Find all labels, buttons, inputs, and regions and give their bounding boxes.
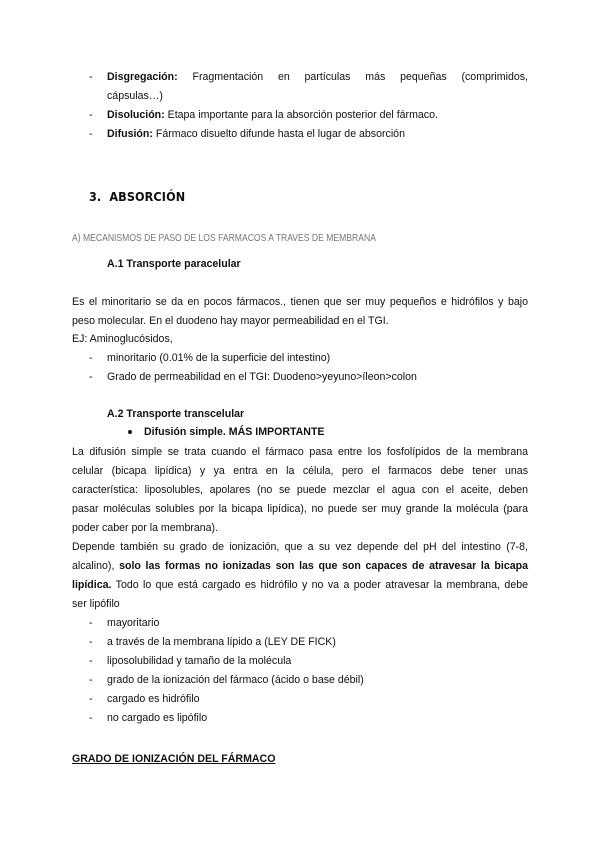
para2-normal: Todo lo que está cargado es hidrófilo y no va a poder atravesar la membrana, debe — [111, 579, 528, 591]
a2-list-item: a través de la membrana lípido a (LEY DE FICK) — [107, 636, 336, 648]
a1-title: A.1 Transporte paracelular — [107, 258, 241, 270]
list-dash: - — [89, 617, 93, 629]
section-heading — [89, 189, 185, 204]
section-title: ABSORCIÓN — [109, 189, 186, 204]
a2-para2-line2 — [72, 560, 528, 573]
list-dash: - — [89, 636, 93, 648]
a2-list-item: cargado es hidrófilo — [107, 693, 200, 705]
a2-para-line: característica: liposolubles, apolares (no se puede mezclar el agua con el aceite, deben — [72, 484, 528, 496]
a1-para-line: Es el minoritario se da en pocos fármacos., tienen que ser muy pequeños e hidrófilos y bajo — [72, 296, 528, 308]
a2-para-line: pasar moléculas solubles por la bicapa lipídica), no puede ser muy grande la molécula (para — [72, 503, 528, 515]
disgregacion-text: Fragmentación en partículas más pequeñas (comprimidos, — [192, 71, 528, 83]
disgregacion-term: Disgregación: — [107, 71, 178, 83]
a2-para2-line1: Depende también su grado de ionización, que a su vez depende del pH del intestino (7-8, — [72, 541, 528, 553]
a1-example: EJ: Aminoglucósidos, — [72, 333, 173, 345]
difusion-item — [107, 128, 405, 141]
list-dash: - — [89, 712, 93, 724]
section-number: 3. — [89, 189, 102, 204]
a2-para-line: La difusión simple se trata cuando el fármaco pasa entre los fosfolípidos de la membrana — [72, 446, 528, 458]
list-dash: - — [89, 352, 93, 364]
list-dash: - — [89, 371, 93, 383]
list-dash: - — [89, 674, 93, 686]
list-dash: - — [89, 655, 93, 667]
bullet-dot — [128, 430, 132, 434]
a2-list-item: no cargado es lipófilo — [107, 712, 208, 724]
list-dash: - — [89, 109, 93, 121]
grado-ionizacion-heading: GRADO DE IONIZACIÓN DEL FÁRMACO — [72, 753, 276, 765]
a2-list-item: liposolubilidad y tamaño de la molécula — [107, 655, 292, 667]
a1-list-item: minoritario (0.01% de la superficie del intestino) — [107, 352, 331, 364]
a2-para2-line4: ser lipófilo — [72, 598, 120, 610]
difusion-term: Difusión: — [107, 128, 153, 140]
para2-bold: solo las formas no ionizadas son las que son capaces de atravesar la bicapa — [119, 560, 528, 572]
subsection-a-heading: A) MECANISMOS DE PASO DE LOS FARMACOS A TRAVES DE MEMBRANA — [72, 233, 376, 244]
list-dash: - — [89, 128, 93, 140]
difusion-text: Fármaco disuelto difunde hasta el lugar de absorción — [155, 128, 405, 140]
disolucion-item — [107, 109, 438, 122]
a2-para2-line3 — [72, 579, 528, 592]
list-dash: - — [89, 693, 93, 705]
a2-list-item: mayoritario — [107, 617, 160, 629]
a2-list-item: grado de la ionización del fármaco (ácido o base débil) — [107, 674, 364, 686]
a2-para-line: celular (bicapa lipídica) y ya entra en la célula, pero el farmacos debe tener unas — [72, 465, 528, 477]
disolucion-text: Etapa importante para la absorción posterior del fármaco. — [167, 109, 438, 121]
a2-title: A.2 Transporte transcelular — [107, 408, 245, 420]
list-dash: - — [89, 71, 93, 83]
disolucion-term: Disolución: — [107, 109, 165, 121]
a1-list-item: Grado de permeabilidad en el TGI: Duodeno>yeyuno>íleon>colon — [107, 371, 417, 383]
disgregacion-line2: cápsulas…) — [107, 90, 163, 102]
a2-bullet-text: Difusión simple. MÁS IMPORTANTE — [144, 426, 325, 438]
a1-para-line: peso molecular. En el duodeno hay mayor permeabilidad en el TGI. — [72, 315, 389, 327]
disgregacion-line1 — [107, 71, 528, 84]
para2-normal: alcalino), — [72, 560, 120, 572]
a2-para-line: poder caber por la membrana). — [72, 522, 219, 534]
para2-bold: lipídica. — [72, 579, 112, 591]
